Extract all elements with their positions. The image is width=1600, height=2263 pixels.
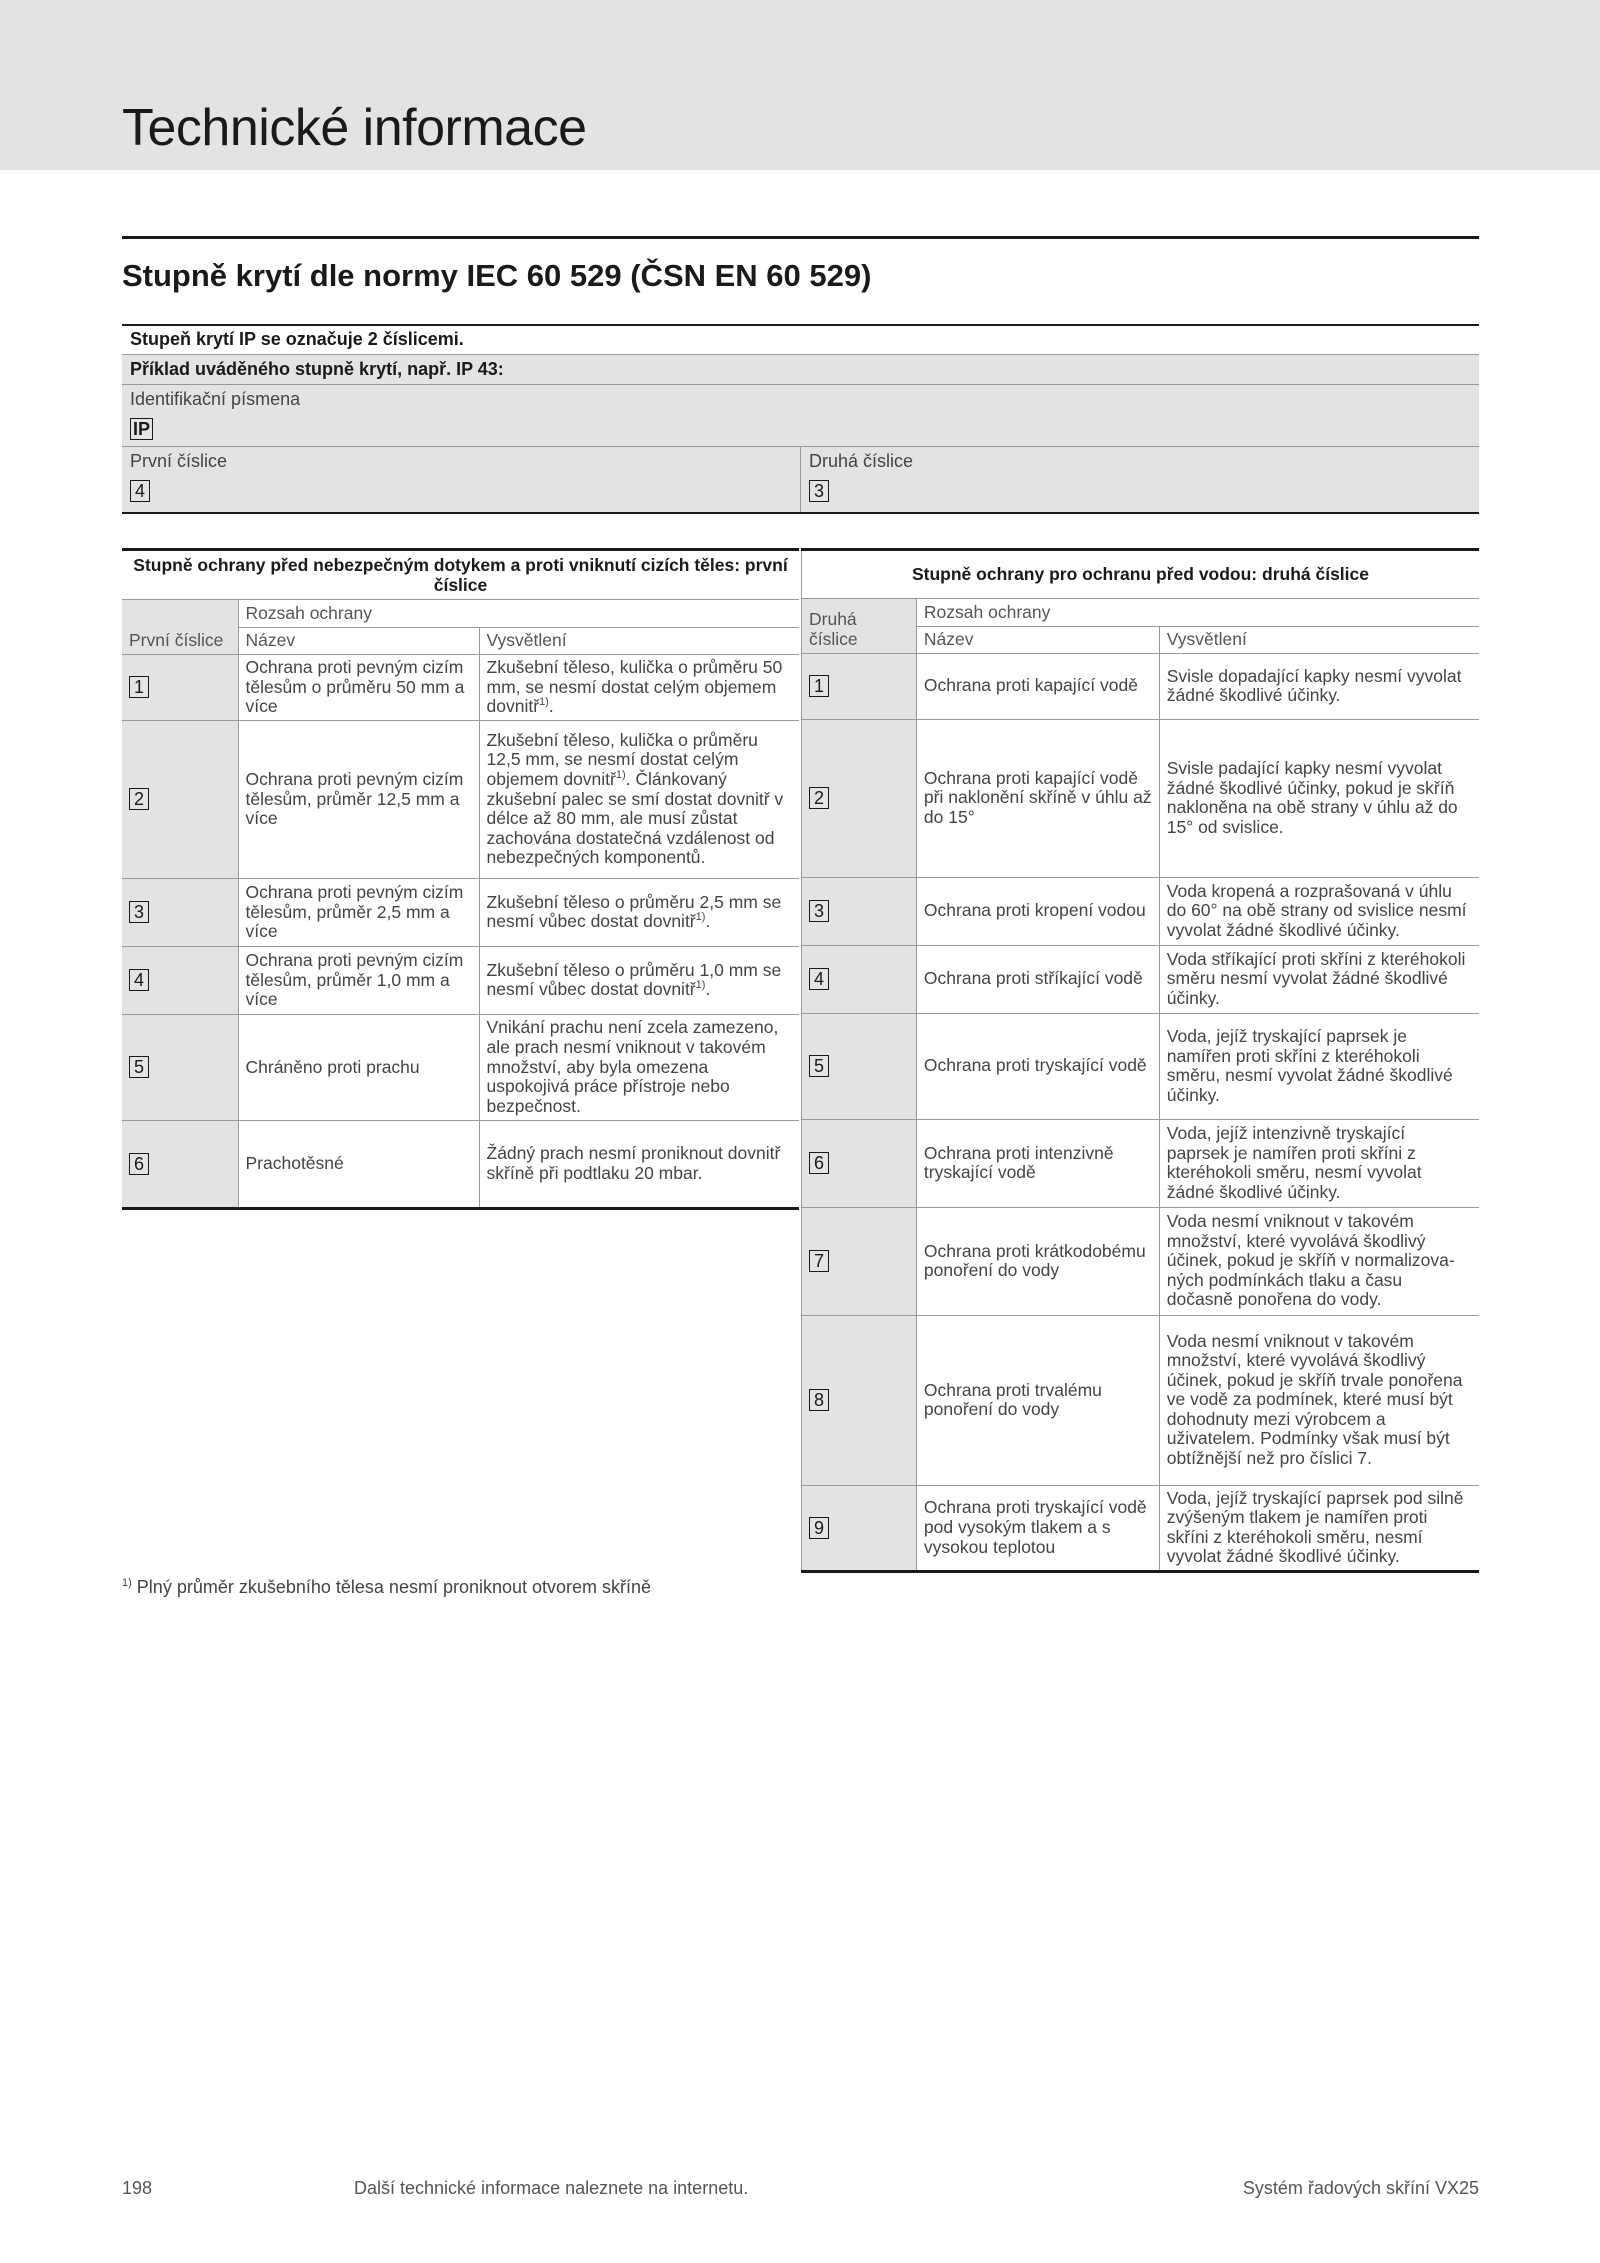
footnote: [122, 1577, 651, 1598]
footnote-ref: 1): [539, 696, 549, 709]
table-row: [122, 654, 799, 720]
second-digit-table: [801, 548, 1479, 1573]
table-row: [802, 877, 1480, 945]
protection-explanation: [479, 1120, 799, 1208]
col-first-digit: První číslice: [122, 600, 238, 655]
col-scope: Rozsah ochrany: [916, 599, 1479, 627]
second-digit-cell: [800, 447, 1479, 512]
footnote-ref: 1): [695, 911, 706, 924]
digit-cell: [802, 1207, 917, 1315]
second-digit-value: 3: [809, 480, 829, 502]
ident-letters-label: Identifikační písmena: [130, 389, 301, 409]
digit-cell: [802, 719, 917, 877]
protection-name: Ochrana proti kapající vodě: [916, 653, 1159, 719]
digit-cell: [122, 654, 238, 720]
protection-explanation: [479, 1014, 799, 1120]
explanation-text: Žádný prach nesmí proniknout dovnitř skříně při podtlaku 20 mbar.: [486, 1143, 781, 1183]
digit-cell: [122, 1014, 238, 1120]
digit-cell: [122, 878, 238, 946]
protection-name: Ochrana proti kropení vodou: [916, 877, 1159, 945]
protection-explanation: Voda nesmí vniknout v takovém množství, které vyvolává škodlivý účinek, pokud je skříň v normalizova-ných podmínkách tlaku a času dočasně ponořena do vody.: [1159, 1207, 1479, 1315]
protection-name: Ochrana proti krátkodobému ponoření do vody: [916, 1207, 1159, 1315]
col-explanation: Vysvětlení: [1159, 627, 1479, 654]
protection-explanation: Voda nesmí vniknout v takovém množství, které vyvolává škodlivý účinek, pokud je skříň trvale ponořena ve vodě za podmínek, které musí být dohodnuty mezi výrobcem a uživatelem. Podmínky však musí být obtížnější než pro číslici 7.: [1159, 1315, 1479, 1485]
ip-example-block: [122, 325, 1479, 514]
digit-cell: [802, 877, 917, 945]
table-row: [802, 1119, 1480, 1207]
protection-explanation: [479, 720, 799, 878]
protection-explanation: Voda, jejíž tryskající paprsek je namířen proti skříni z kteréhokoli směru, nesmí vyvolat žádné škodlivé účinky.: [1159, 1013, 1479, 1119]
explanation-text: Vnikání prachu není zcela zamezeno, ale prach nesmí vniknout v takovém množství, aby byla omezena uspokojivá práce přístroje nebo bezpečnost.: [486, 1017, 779, 1116]
digit-value: 9: [809, 1517, 829, 1539]
protection-name: Ochrana proti tryskající vodě pod vysokým tlakem a s vysokou teplotou: [916, 1485, 1159, 1571]
protection-name: Ochrana proti pevným cizím tělesům, průměr 1,0 mm a více: [238, 946, 479, 1014]
table-row: [802, 653, 1480, 719]
table-row: [802, 719, 1480, 877]
footer-product: Systém řadových skříní VX25: [1242, 2178, 1479, 2198]
first-digit-label: První číslice: [130, 451, 228, 471]
protection-name: Prachotěsné: [238, 1120, 479, 1208]
protection-explanation: Voda, jejíž tryskající paprsek pod silně zvýšeným tlakem je namířen proti skříni z kteréhokoli směru, nesmí vyvolat žádné škodlivé účinky.: [1159, 1485, 1479, 1571]
col-second-digit: Druhá číslice: [802, 599, 917, 654]
protection-name: Ochrana proti intenzivně tryskající vodě: [916, 1119, 1159, 1207]
explanation-text-cont: .: [705, 911, 711, 932]
protection-name: Chráněno proti prachu: [238, 1014, 479, 1120]
explanation-text-cont: .: [548, 696, 554, 717]
col-scope: Rozsah ochrany: [238, 600, 799, 628]
digit-value: 2: [809, 787, 829, 809]
protection-explanation: [479, 654, 799, 720]
footnote-mark: 1): [122, 1577, 132, 1589]
protection-name: Ochrana proti kapající vodě při naklonění skříně v úhlu až do 15°: [916, 719, 1159, 877]
section-rule: [122, 236, 1479, 239]
explanation-text-cont: . Článkovaný zkušební palec se smí dostat dovnitř v délce až 80 mm, ale musí zůstat zachována dostatečná vzdálenost od nebezpečných komponentů.: [486, 768, 784, 868]
first-digit-table-title: Stupně ochrany před nebezpečným dotykem a proti vniknutí cizích těles: první číslice: [122, 550, 799, 600]
ip-intro-line: Stupeň krytí IP se označuje 2 číslicemi.: [122, 325, 1479, 355]
table-row: [802, 1013, 1480, 1119]
digit-value: 5: [809, 1055, 829, 1077]
footer-note: Další technické informace naleznete na internetu.: [354, 2178, 749, 2198]
digit-value: 6: [809, 1152, 829, 1174]
explanation-text: Zkušební těleso, kulička o průměru 50 mm, se nesmí dostat celým objemem dovnitř: [486, 656, 783, 717]
protection-explanation: [479, 878, 799, 946]
footnote-text: Plný průměr zkušebního tělesa nesmí proniknout otvorem skříně: [136, 1577, 652, 1597]
digit-value: 4: [809, 968, 829, 990]
digit-cell: [122, 946, 238, 1014]
digit-value: 8: [809, 1389, 829, 1411]
protection-explanation: Svisle dopadající kapky nesmí vyvolat žádné škodlivé účinky.: [1159, 653, 1479, 719]
protection-name: Ochrana proti pevným cizím tělesům, průměr 2,5 mm a více: [238, 878, 479, 946]
table-row: [802, 1315, 1480, 1485]
digit-cell: [802, 1013, 917, 1119]
protection-explanation: Voda stříkající proti skříni z kteréhokoli směru nesmí vyvolat žádné škodlivé účinky.: [1159, 945, 1479, 1013]
digit-value: 7: [809, 1250, 829, 1272]
table-row: [802, 945, 1480, 1013]
protection-name: Ochrana proti stříkající vodě: [916, 945, 1159, 1013]
protection-explanation: Voda kropená a rozprašovaná v úhlu do 60° na obě strany od svislice nesmí vyvolat žádné škodlivé účinky.: [1159, 877, 1479, 945]
table-row: [122, 720, 799, 878]
protection-explanation: [479, 946, 799, 1014]
protection-explanation: Voda, jejíž intenzivně tryskající paprsek je namířen proti skříni z kteréhokoli směru, nesmí vyvolat žádné škodlivé účinky.: [1159, 1119, 1479, 1207]
digit-value: 4: [129, 969, 149, 991]
col-name: Název: [916, 627, 1159, 654]
digit-value: 5: [129, 1056, 149, 1078]
first-digit-table: [122, 548, 799, 1210]
explanation-text: Zkušební těleso o průměru 2,5 mm se nesmí vůbec dostat dovnitř: [486, 891, 782, 932]
explanation-text: Zkušební těleso o průměru 1,0 mm se nesmí vůbec dostat dovnitř: [486, 959, 782, 1000]
digit-value: 1: [129, 676, 149, 698]
table-row: [122, 1014, 799, 1120]
digit-value: 3: [129, 901, 149, 923]
page-title: Technické informace: [122, 99, 587, 157]
protection-name: Ochrana proti pevným cizím tělesům o průměru 50 mm a více: [238, 654, 479, 720]
table-row: [122, 946, 799, 1014]
table-row: [802, 1485, 1480, 1571]
protection-name: Ochrana proti trvalému ponoření do vody: [916, 1315, 1159, 1485]
digit-cell: [802, 1485, 917, 1571]
page-number: 198: [122, 2178, 153, 2198]
ident-letters-row: [122, 385, 1479, 447]
ip-example-line: Příklad uváděného stupně krytí, např. IP 43:: [122, 355, 1479, 385]
table-row: [122, 878, 799, 946]
ident-letters-value: IP: [130, 418, 153, 440]
digits-row: [122, 447, 1479, 514]
digit-value: 1: [809, 675, 829, 697]
digit-cell: [122, 1120, 238, 1208]
section-heading: Stupně krytí dle normy IEC 60 529 (ČSN EN 60 529): [122, 258, 872, 293]
protection-name: Ochrana proti pevným cizím tělesům, průměr 12,5 mm a více: [238, 720, 479, 878]
digit-value: 6: [129, 1153, 149, 1175]
footnote-ref: 1): [695, 979, 706, 992]
digit-value: 3: [809, 900, 829, 922]
protection-name: Ochrana proti tryskající vodě: [916, 1013, 1159, 1119]
table-row: [122, 1120, 799, 1208]
digit-cell: [802, 1119, 917, 1207]
second-digit-label: Druhá číslice: [809, 451, 914, 471]
first-digit-cell: [122, 447, 800, 512]
col-name: Název: [238, 628, 479, 655]
digit-cell: [802, 1315, 917, 1485]
col-explanation: Vysvětlení: [479, 628, 799, 655]
digit-value: 2: [129, 788, 149, 810]
second-digit-table-title: Stupně ochrany pro ochranu před vodou: druhá číslice: [802, 550, 1480, 599]
explanation-text: Zkušební těleso, kulička o průměru 12,5 mm, se nesmí dostat celým objemem dovnitř: [486, 729, 758, 789]
first-digit-value: 4: [130, 480, 150, 502]
explanation-text-cont: .: [705, 979, 711, 1000]
digit-cell: [802, 653, 917, 719]
protection-explanation: Svisle padající kapky nesmí vyvolat žádné škodlivé účinky, pokud je skříň nakloněna na obě strany v úhlu až do 15° od svislice.: [1159, 719, 1479, 877]
footnote-ref: 1): [615, 769, 626, 782]
digit-cell: [802, 945, 917, 1013]
digit-cell: [122, 720, 238, 878]
table-row: [802, 1207, 1480, 1315]
